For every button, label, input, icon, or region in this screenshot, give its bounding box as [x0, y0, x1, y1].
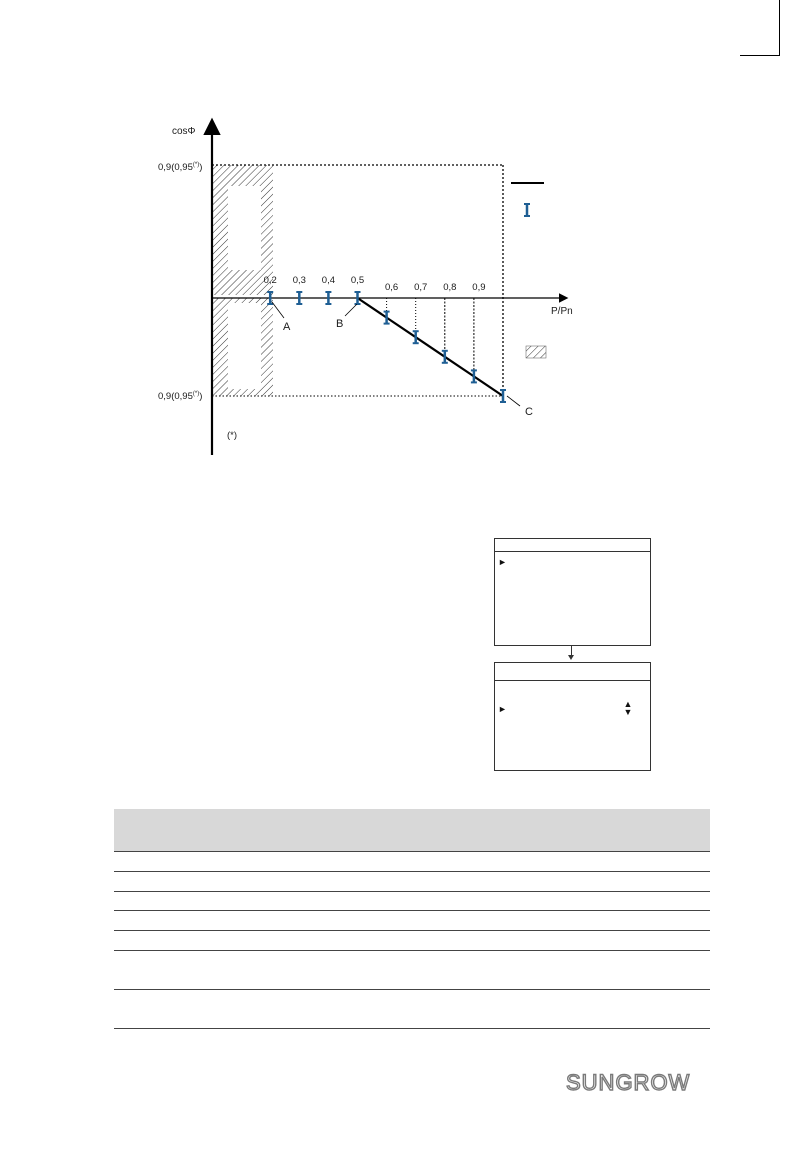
- y-axis-label: cosΦ: [172, 126, 196, 137]
- table-rule: [114, 851, 710, 852]
- lcd-up-down-arrows-icon: ▲▼: [623, 699, 633, 717]
- footnote-marker: (*): [227, 430, 238, 441]
- table-rule: [114, 989, 710, 990]
- data-point-marker: [413, 331, 419, 343]
- point-a-leader: [272, 302, 284, 318]
- table-rule: [114, 930, 710, 931]
- legend: [511, 183, 546, 358]
- point-b-leader: [345, 304, 357, 316]
- series-line: [358, 298, 504, 396]
- lcd-cursor-arrow: ►: [498, 557, 507, 567]
- x-tick-label: 0,7: [414, 282, 428, 293]
- point-label-c: C: [525, 406, 533, 418]
- table-rule: [114, 950, 710, 951]
- x-tick-label: 0,9: [472, 282, 486, 293]
- lcd-cursor-arrow: ►: [498, 704, 507, 714]
- table-rule: [114, 871, 710, 872]
- lcd-screen-setting: [494, 662, 651, 771]
- data-point-marker: [384, 312, 390, 324]
- data-point-marker: [500, 390, 506, 402]
- hatched-region-inner-upper: [228, 186, 261, 270]
- legend-hatch-swatch: [526, 346, 546, 358]
- lcd-flow-arrow-head: [568, 655, 574, 660]
- x-tick-label: 0,3: [292, 275, 306, 286]
- data-point-marker: [471, 370, 477, 382]
- point-label-a: A: [283, 321, 291, 333]
- y-tick-label-bottom: 0,9(0,95(*)): [158, 391, 203, 402]
- x-tick-label: 0,2: [263, 275, 277, 286]
- x-tick-label: 0,4: [321, 275, 336, 286]
- hatched-region-inner-lower: [228, 303, 261, 389]
- table-rule: [114, 891, 710, 892]
- x-tick-label: 0,5: [350, 275, 365, 286]
- data-point-marker: [442, 351, 448, 363]
- sungrow-logo: SUNGROW: [566, 1070, 691, 1095]
- x-tick-label: 0,6: [384, 282, 399, 293]
- x-tick-label: 0,8: [443, 282, 457, 293]
- legend-marker-swatch: [524, 204, 530, 216]
- table-header: [114, 809, 710, 851]
- table-rule: [114, 910, 710, 911]
- x-axis-label: P/Pn: [551, 306, 573, 317]
- point-c-leader: [507, 396, 520, 406]
- y-tick-label-top: 0,9(0,95(*)): [158, 162, 203, 173]
- lcd-title-bar: [495, 539, 650, 552]
- point-label-b: B: [336, 318, 344, 330]
- lcd-title-bar: [495, 663, 650, 681]
- table-rule: [114, 1028, 710, 1029]
- cos-phi-chart: [0, 0, 794, 480]
- lcd-screen-menu: [494, 538, 651, 646]
